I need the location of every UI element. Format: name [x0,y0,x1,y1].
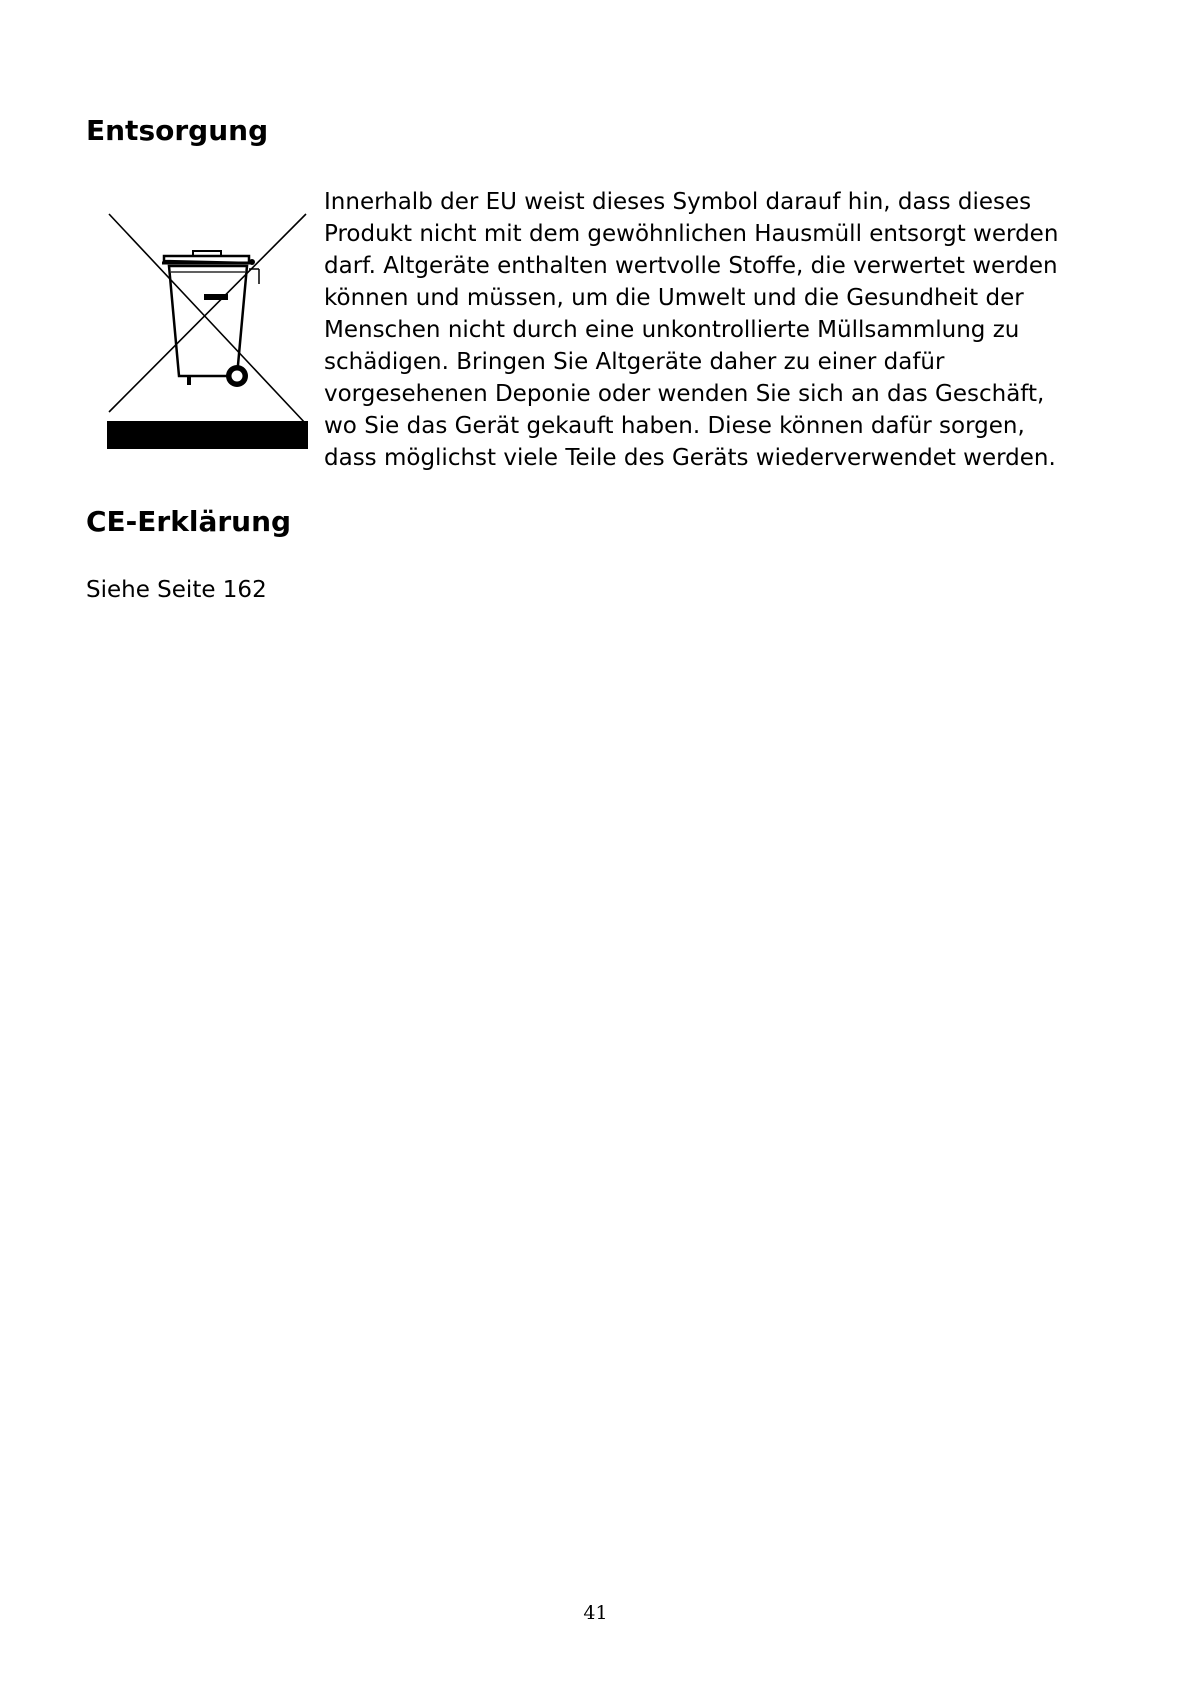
paragraph-line: Menschen nicht durch eine unkontrollierte Müllsammlung zu [324,317,1020,343]
paragraph-line: vorgesehenen Deponie oder wenden Sie sich an das Geschäft, [324,381,1045,407]
paragraph-line: schädigen. Bringen Sie Altgeräte daher zu einer dafür [324,349,945,375]
disposal-heading: Entsorgung [86,114,269,147]
paragraph-line: darf. Altgeräte enthalten wertvolle Stoffe, die verwertet werden [324,253,1058,279]
crossed-out-wheelie-bin-icon [107,206,308,449]
paragraph-line: dass möglichst viele Teile des Geräts wiederverwendet werden. [324,445,1056,471]
paragraph-line: Produkt nicht mit dem gewöhnlichen Hausmüll entsorgt werden [324,221,1059,247]
paragraph-line: Innerhalb der EU weist dieses Symbol darauf hin, dass dieses [324,189,1032,215]
ce-page-reference: Siehe Seite 162 [86,577,267,603]
ce-declaration-heading: CE-Erklärung [86,505,292,538]
page-number: 41 [583,1602,608,1624]
disposal-paragraph [324,186,1134,474]
paragraph-line: können und müssen, um die Umwelt und die Gesundheit der [324,285,1024,311]
paragraph-line: wo Sie das Gerät gekauft haben. Diese können dafür sorgen, [324,413,1025,439]
